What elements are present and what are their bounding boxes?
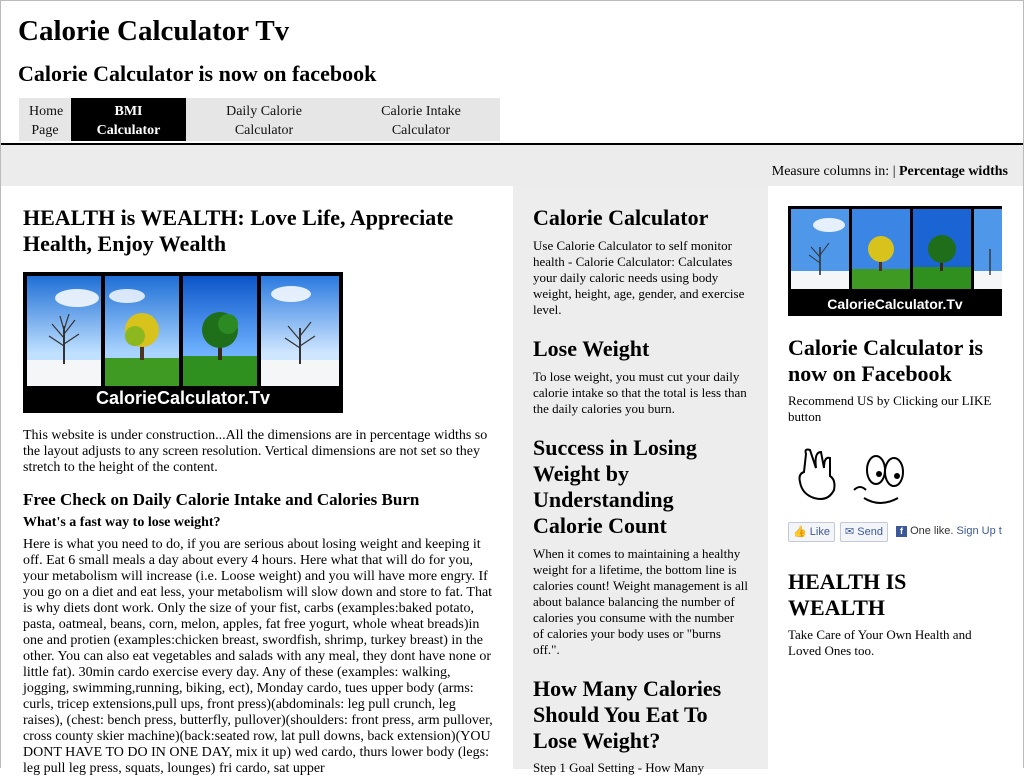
site-title: Calorie Calculator Tv (18, 15, 290, 47)
thumbs-up-cartoon-icon (794, 446, 914, 508)
intro-text: This website is under construction...All the dimensions are in percentage widths so the layout adjusts to any screen resolution. Vertical dimensions are not set so they stretch to the height of the content. (23, 428, 488, 475)
facebook-f-icon: f (896, 526, 907, 537)
site-header (1, 1, 1023, 141)
banner-caption: CalorieCalculator.Tv (95, 388, 271, 408)
nav-daily-line1: Daily Calorie Calculator (226, 104, 302, 138)
calorie-calculator-heading: Calorie Calculator (533, 205, 709, 230)
nav-home-line1: Home (29, 104, 64, 119)
facebook-text: Recommend US by Clicking our LIKE button (788, 393, 992, 424)
measure-bar (1, 143, 1023, 187)
nav-daily-calorie-calculator[interactable] (186, 98, 342, 141)
nav-intake-line1: Calorie Intake Calculator (381, 104, 461, 138)
facebook-heading: Calorie Calculator is now on Facebook (788, 335, 984, 386)
measure-label: Measure columns in: (771, 164, 890, 179)
tree-winter-image (261, 276, 339, 386)
body-text: Here is what you need to do, if you are serious about losing weight and keeping it off. Eat 6 small meals a day about every 4 hours. Here what that will do for you, your metabolism will increase (i.e. Loose weight) and you will have more engry. If you go on a diet and eat less, your metabolism will slow down and store to fat. That is why diets dont work. Only the size of your fist, carbs (examples:baked potato, pasta, oatmeal, beans, corn, melon, apples, fat free yogurt, whole wheat breads)in one and protien (examples:chicken breast, swordfish, shrimp, turkey breast) in the other. You can also eat vegetables and salads with any meal, they dont have none or little fat). 30min cardo exercise every day. Any of these (examples: walking, jogging, swimming,running, biking, ect), Monday cardo, tues upper body (arms: curls, tricep extensions,pull ups, front press)(abdominals: leg pull crunch, leg raises), (chest: bench press, butterfly, pullover)(shoulders: front press, arm pullover, cross county skier machine)(back:seated row, lat pull downs, back extension)(YOU DONT HAVE TO DO IN ONE DAY, mix it up) wed cardo, thurs lower body (legs: leg pull leg press, squats, lounges) fri cardo, sat upper (23, 537, 493, 776)
right-banner-caption: CalorieCalculator.Tv (827, 296, 963, 312)
main-heading: HEALTH is WEALTH: Love Life, Appreciate Health, Enjoy Wealth (23, 205, 454, 256)
lose-weight-heading: Lose Weight (533, 336, 650, 361)
measure-separator: | (892, 164, 896, 179)
how-many-calories-heading: How Many Calories Should You Eat To Lose Weight? (533, 676, 722, 753)
site-subtitle: Calorie Calculator is now on facebook (18, 61, 377, 86)
nav-calorie-intake-calculator[interactable] (342, 98, 500, 141)
facebook-send-button[interactable] (840, 522, 888, 542)
right-tree-bare-image (791, 209, 849, 289)
right-sidebar (768, 186, 1023, 769)
how-many-calories-text: Step 1 Goal Setting - How Many (533, 760, 705, 775)
facebook-signup-link[interactable]: Sign Up t (956, 525, 1002, 537)
nav-home[interactable] (19, 98, 71, 141)
main-column (1, 186, 513, 776)
measure-columns (772, 164, 1008, 180)
section-title: Free Check on Daily Calorie Intake and Calories Burn (23, 490, 420, 509)
right-tree-green-image (913, 209, 971, 289)
measure-percentage-link[interactable]: Percentage widths (899, 164, 1008, 179)
middle-sidebar (513, 186, 768, 775)
calorie-calculator-text: Use Calorie Calculator to self monitor health - Calorie Calculator: Calculates your daily caloric needs using body weight, height, age, gender, and exercise level. (533, 238, 745, 317)
health-is-wealth-text: Take Care of Your Own Health and Loved Ones too. (788, 627, 972, 658)
right-tree-yellow-image (852, 209, 910, 289)
tree-yellow-image (105, 276, 179, 386)
calorie-calculator-banner (23, 272, 343, 413)
like-thumb-icon: 👍 (793, 526, 807, 538)
success-text: When it comes to maintaining a healthy weight for a lifetime, the bottom line is calories count! Weight management is all about balance balancing the number of calories you consume with the number of calories your body uses or "burns off.". (533, 546, 748, 657)
main-nav (19, 98, 500, 141)
nav-bmi-calculator[interactable] (71, 98, 186, 141)
tree-bare-image (27, 276, 101, 386)
question-heading: What's a fast way to lose weight? (23, 515, 221, 530)
right-tree-winter-image (974, 209, 1002, 289)
like-label: Like (809, 526, 830, 538)
right-banner (788, 206, 1002, 316)
send-icon: ✉ (845, 526, 855, 538)
tree-green-image (183, 276, 257, 386)
health-is-wealth-heading: HEALTH IS WEALTH (788, 569, 907, 620)
send-label: Send (857, 526, 883, 538)
success-heading: Success in Losing Weight by Understanding Calorie Count (533, 435, 697, 538)
facebook-like-count (896, 525, 1002, 537)
like-count-text: One like. (910, 525, 954, 537)
facebook-like-button[interactable] (788, 522, 835, 542)
lose-weight-text: To lose weight, you must cut your daily calorie intake so that the total is less than the daily calories you burn. (533, 369, 747, 416)
nav-bmi-line1: BMI Calculator (96, 104, 161, 138)
nav-home-line2: Page (31, 123, 59, 138)
